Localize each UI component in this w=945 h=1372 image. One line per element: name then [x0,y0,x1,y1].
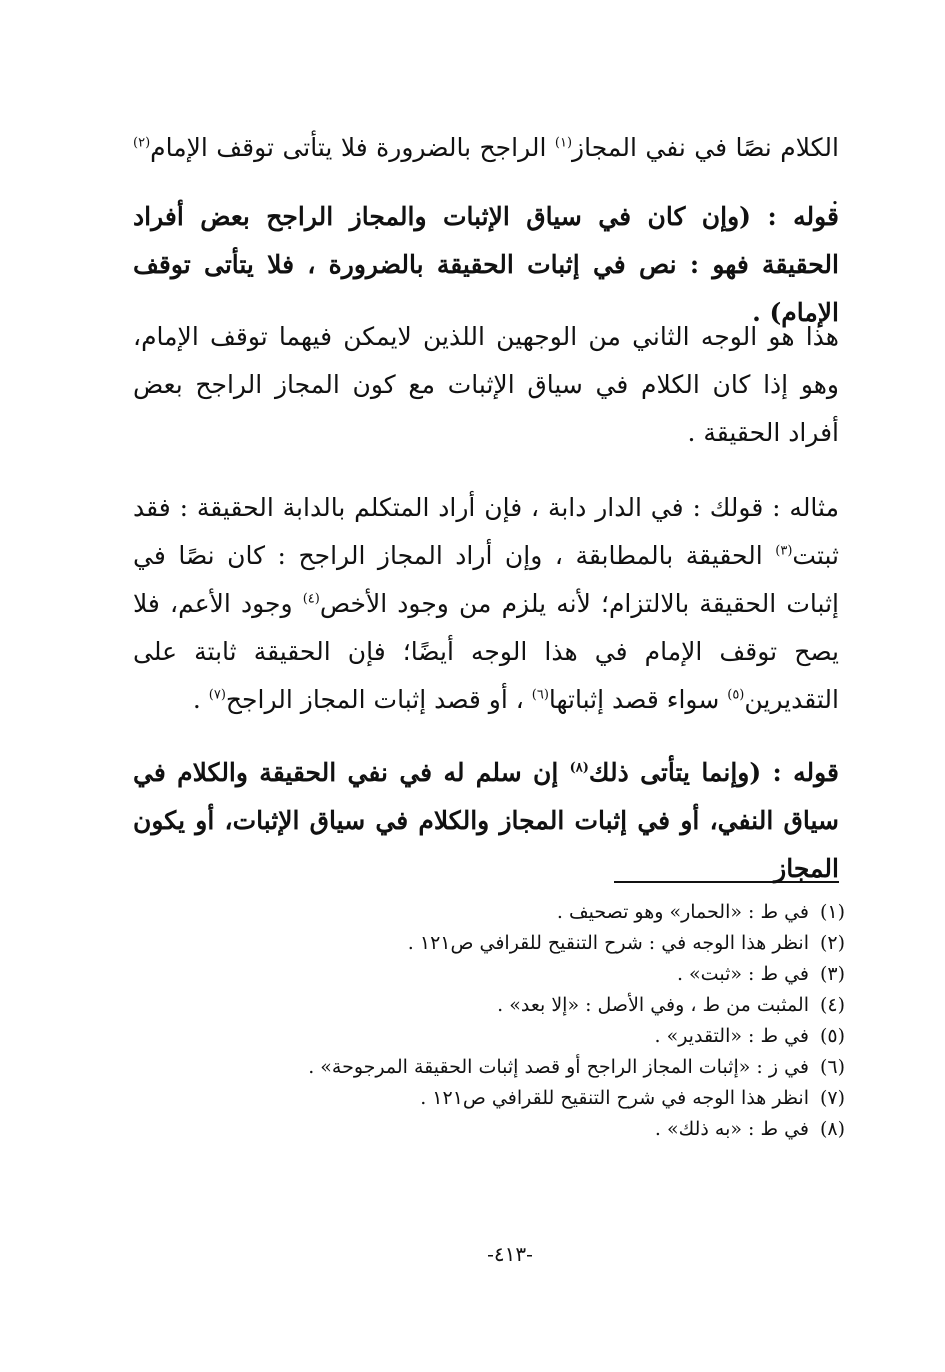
footnote-item [133,1021,845,1052]
footnote-ref-3: (٣) [775,543,793,559]
footnote-ref-1: (١) [554,135,573,151]
footnote-number: (٧) [819,1087,845,1109]
footnote-number: (٤) [819,994,845,1016]
footnote-number: (٢) [819,932,845,954]
footnote-ref-7: (٧) [208,687,226,703]
text-span: مثاله : قولك : في الدار دابة ، فإن أراد المتكلم بالدابة الحقيقة : فقد ثبتت [133,493,839,570]
quoted-statement-2 [133,749,839,893]
footnote-item [133,897,845,928]
statement-label: قوله : [772,758,839,787]
example-paragraph [133,484,839,724]
footnote-item [133,1114,845,1145]
text-span: الكلام نصًا في نفي المجاز [572,133,839,162]
text-span: وجود الأعم، فلا يصح توقف الإمام في هذا الوجه أيضًا؛ فإن الحقيقة ثابتة على التقديرين [133,589,839,714]
footnote-number: (٨) [819,1118,845,1140]
footnote-text: المثبت من ط ، وفي الأصل : «إلا بعد» . [497,994,809,1016]
footnote-ref-5: (٥) [727,687,745,703]
footnote-text: في ز : «إثبات المجاز الراجح أو قصد إثبات الحقيقة المرجوحة» . [308,1056,809,1078]
text-span: ، أو قصد إثبات المجاز الراجح [225,685,532,714]
footnote-number: (١) [819,901,845,923]
explanation-paragraph [133,313,839,457]
page-number: -٤١٣- [487,1242,533,1266]
footnote-text: في ط : «به ذلك» . [654,1118,809,1140]
text-span: الحقيقة بالمطابقة ، وإن أراد المجاز الراجح : كان نصًا في إثبات الحقيقة بالالتزام؛ لأنه يلزم من وجود الأخص [133,541,839,618]
text-span: سواء قصد إثباتها [548,685,728,714]
footnotes-list [133,897,845,1145]
footnote-number: (٣) [819,963,845,985]
text-span: هذا هو الوجه الثاني من الوجهين اللذين لايمكن فيهما توقف الإمام، وهو إذا كان الكلام في سياق الإثبات مع كون المجاز الراجح بعض أفراد الحقيقة . [133,322,839,447]
statement-body: (وإن كان في سياق الإثبات والمجاز الراجح بعض أفراد الحقيقة فهو : نص في إثبات الحقيقة بالضرورة ، فلا يتأتى توقف الإمام) . [133,202,839,327]
footnote-text: في ط : «الحمار» وهو تصحيف . [556,901,809,923]
footnote-text: في ط : «التقدير» . [654,1025,809,1047]
text-span: إن سلم له في نفي الحقيقة والكلام في سياق النفي، أو في إثبات المجاز والكلام في سياق الإثبات، أو يكون المجاز [133,758,839,883]
footnote-number: (٦) [819,1056,845,1078]
footnote-number: (٥) [819,1025,845,1047]
footnote-item [133,990,845,1021]
footnote-item [133,1052,845,1083]
footnote-ref-2: (٢) [133,135,151,151]
footnote-ref-8: (٨) [569,760,589,776]
footnote-ref-4: (٤) [302,591,320,607]
statement-label: قوله : [767,202,839,231]
text-span: الراجح بالضرورة فلا يتأتى توقف الإمام [150,133,555,162]
footnote-item [133,928,845,959]
text-span: . [831,181,839,210]
text-span: (وإنما يتأتى ذلك [588,758,773,787]
footnote-divider [614,881,839,883]
footnote-ref-6: (٦) [531,687,549,703]
footnote-text: انظر هذا الوجه في : شرح التنقيح للقرافي ص١٢١ . [407,932,809,954]
footnote-item [133,1083,845,1114]
footnote-text: انظر هذا الوجه في شرح التنقيح للقرافي ص١٢١ . [420,1087,809,1109]
text-span: . [192,685,209,714]
footnote-item [133,959,845,990]
footnote-text: في ط : «ثبت» . [676,963,809,985]
